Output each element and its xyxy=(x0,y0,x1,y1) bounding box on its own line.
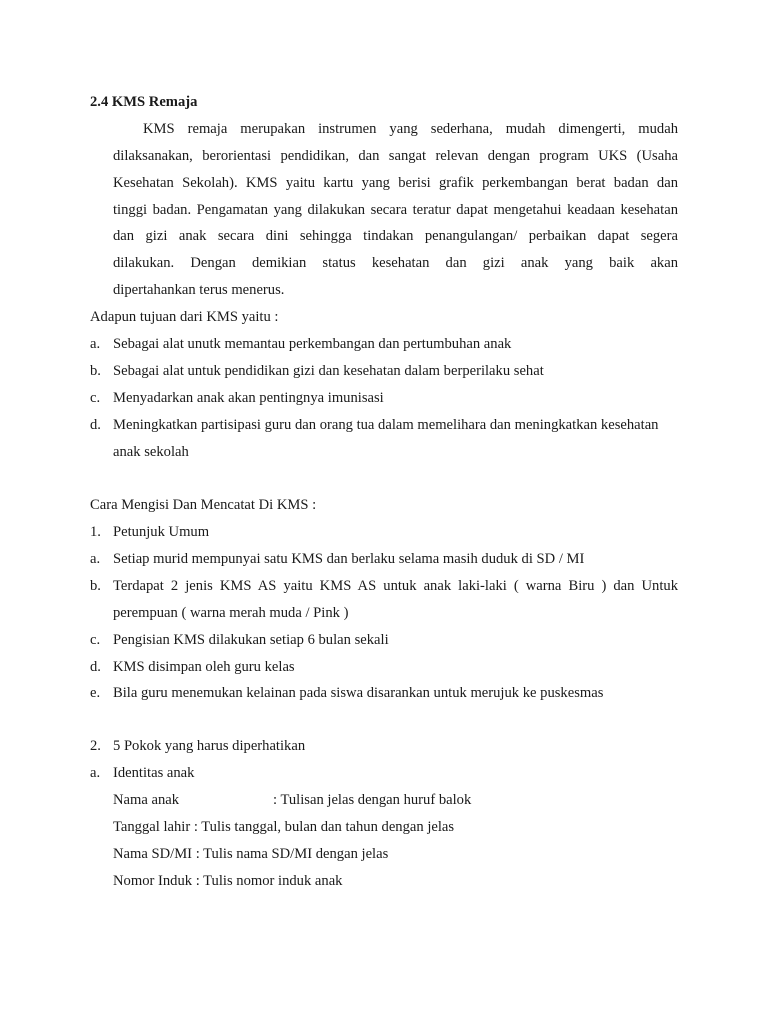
paragraph-line-3: Kesehatan Sekolah). KMS yaitu kartu yang berisi grafik perkembangan berat badan dan xyxy=(113,175,678,191)
list-marker: c. xyxy=(90,390,101,406)
paragraph-line-4: tinggi badan. Pengamatan yang dilakukan secara teratur dapat mengetahui keadaan kesehatan xyxy=(113,202,678,218)
field-label: Tanggal lahir xyxy=(113,819,191,835)
list-item: Bila guru menemukan kelainan pada siswa disarankan untuk merujuk ke puskesmas xyxy=(113,685,604,701)
tujuan-intro: Adapun tujuan dari KMS yaitu : xyxy=(90,309,279,325)
list-item: Terdapat 2 jenis KMS AS yaitu KMS AS untuk anak laki-laki ( warna Biru ) dan Untuk xyxy=(113,578,678,594)
field-value: : Tulis nama SD/MI dengan jelas xyxy=(195,846,389,862)
numbered-marker: 1. xyxy=(90,524,101,540)
list-item: Meningkatkan partisipasi guru dan orang tua dalam memelihara dan meningkatkan kesehatan xyxy=(113,417,659,433)
list-marker: d. xyxy=(90,659,101,675)
cara-intro: Cara Mengisi Dan Mencatat Di KMS : xyxy=(90,497,317,513)
paragraph-line-1: KMS remaja merupakan instrumen yang sederhana, mudah dimengerti, mudah xyxy=(143,121,678,137)
list-marker: a. xyxy=(90,336,101,352)
field-value: : Tulisan jelas dengan huruf balok xyxy=(273,792,472,808)
section-title: 2.4 KMS Remaja xyxy=(90,94,198,110)
list-marker: a. xyxy=(90,551,101,567)
list-item: Menyadarkan anak akan pentingnya imunisasi xyxy=(113,390,384,406)
numbered-marker: 2. xyxy=(90,738,101,754)
field-value: : Tulis nomor induk anak xyxy=(195,873,343,889)
pokok-label: 5 Pokok yang harus diperhatikan xyxy=(113,738,306,754)
paragraph-line-5: dan gizi anak secara dini sehingga tindakan penangulangan/ perbaikan dapat segera xyxy=(113,228,678,244)
list-item: Setiap murid mempunyai satu KMS dan berlaku selama masih duduk di SD / MI xyxy=(113,551,585,567)
paragraph-line-7: dipertahankan terus menerus. xyxy=(113,282,285,298)
list-item: Identitas anak xyxy=(113,765,195,781)
list-marker: c. xyxy=(90,632,101,648)
field-label: Nama SD/MI xyxy=(113,846,193,862)
list-item: Sebagai alat untuk pendidikan gizi dan kesehatan dalam berperilaku sehat xyxy=(113,363,544,379)
list-marker: d. xyxy=(90,417,101,433)
field-label: Nomor Induk xyxy=(113,873,193,889)
petunjuk-label: Petunjuk Umum xyxy=(113,524,210,540)
identitas-field-sd xyxy=(113,845,388,863)
paragraph-line-2: dilaksanakan, berorientasi pendidikan, dan sangat relevan dengan program UKS (Usaha xyxy=(113,148,678,164)
paragraph-line-6: dilakukan. Dengan demikian status kesehatan dan gizi anak yang baik akan xyxy=(113,255,678,271)
list-marker: a. xyxy=(90,765,101,781)
list-marker: b. xyxy=(90,578,101,594)
identitas-field-nomor xyxy=(113,872,342,890)
field-value: : Tulis tanggal, bulan dan tahun dengan jelas xyxy=(193,819,455,835)
list-item-continuation: anak sekolah xyxy=(113,444,189,460)
list-marker: b. xyxy=(90,363,101,379)
list-item: Pengisian KMS dilakukan setiap 6 bulan sekali xyxy=(113,632,389,648)
identitas-field-nama xyxy=(113,791,471,809)
list-item: KMS disimpan oleh guru kelas xyxy=(113,659,295,675)
list-marker: e. xyxy=(90,685,101,701)
list-item: Sebagai alat unutk memantau perkembangan dan pertumbuhan anak xyxy=(113,336,512,352)
identitas-field-tanggal xyxy=(113,818,454,836)
field-label: Nama anak xyxy=(113,792,180,808)
list-item-continuation: perempuan ( warna merah muda / Pink ) xyxy=(113,605,349,621)
